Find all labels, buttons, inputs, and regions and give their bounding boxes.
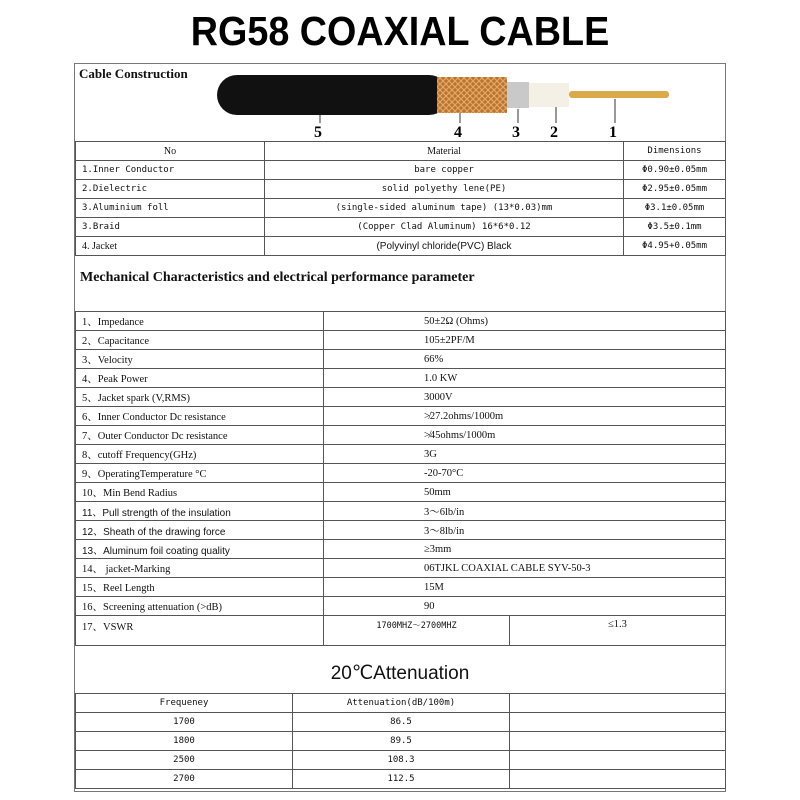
param-value: 3～8lb/in: [324, 521, 726, 540]
svg-text:1: 1: [609, 124, 617, 139]
svg-text:2: 2: [550, 124, 558, 139]
param-value: 3000V: [324, 388, 726, 407]
mechanical-heading-text: Mechanical Characteristics and electrical performance parameter: [80, 270, 475, 285]
param-value: ≯45ohms/1000m: [324, 426, 726, 445]
param-value: 50±2Ω (Ohms): [324, 312, 726, 331]
component-name: 2.Dielectric: [76, 180, 265, 199]
param-value: 3～6lb/in: [324, 502, 726, 521]
param-name: 7、Outer Conductor Dc resistance: [76, 426, 324, 445]
component-dimension: Φ3.1±0.05mm: [624, 199, 726, 218]
table-row: [76, 407, 726, 426]
header-attenuation: Attenuation(dB/100m): [293, 694, 510, 713]
header-frequency: Frequeney: [76, 694, 293, 713]
table-row: [76, 521, 726, 540]
table-row: [76, 540, 726, 559]
table-row: [76, 369, 726, 388]
header-dimensions: Dimensions: [624, 142, 726, 161]
param-name: 4、Peak Power: [76, 369, 324, 388]
param-value: 66%: [324, 350, 726, 369]
param-value: 3G: [324, 445, 726, 464]
component-name: 1.Inner Conductor: [76, 161, 265, 180]
table-row: [76, 350, 726, 369]
param-value: 105±2PF/M: [324, 331, 726, 350]
param-value: 90: [324, 597, 726, 616]
header-material: Material: [265, 142, 624, 161]
param-name: 13、Aluminum foil coating quality: [76, 540, 324, 559]
table-row: [76, 713, 726, 732]
attenuation-cell: 89.5: [293, 732, 510, 751]
param-name: 8、cutoff Frequency(GHz): [76, 445, 324, 464]
table-row: [76, 331, 726, 350]
param-name: 5、Jacket spark (V,RMS): [76, 388, 324, 407]
table-row: [76, 161, 726, 180]
table-row: [76, 770, 726, 789]
param-name: 2、Capacitance: [76, 331, 324, 350]
component-material: (Polyvinyl chloride(PVC) Black: [265, 237, 624, 256]
component-name: 4. Jacket: [76, 237, 265, 256]
param-value: 50mm: [324, 483, 726, 502]
param-value: 1.0 KW: [324, 369, 726, 388]
param-name: 14、 jacket-Marking: [76, 559, 324, 578]
table-row: [76, 751, 726, 770]
param-name: 9、OperatingTemperature °C: [76, 464, 324, 483]
empty-cell: [510, 732, 726, 751]
attenuation-header-row: [76, 694, 726, 713]
component-material: (Copper Clad Aluminum) 16*6*0.12: [265, 218, 624, 237]
construction-table: [75, 141, 726, 256]
table-row: [76, 597, 726, 616]
empty-cell: [510, 751, 726, 770]
component-material: solid polyethy lene(PE): [265, 180, 624, 199]
table-row: [76, 312, 726, 331]
svg-text:5: 5: [314, 124, 322, 139]
table-row: [76, 426, 726, 445]
frequency-cell: 1800: [76, 732, 293, 751]
svg-text:3: 3: [512, 124, 520, 139]
param-name: 10、Min Bend Radius: [76, 483, 324, 502]
param-name: 11、Pull strength of the insulation: [76, 502, 324, 521]
component-dimension: Φ2.95±0.05mm: [624, 180, 726, 199]
param-name: 1、Impedance: [76, 312, 324, 331]
vswr-value: ≤1.3: [510, 616, 726, 646]
mechanical-section-heading: [75, 259, 725, 312]
param-value: -20-70°C: [324, 464, 726, 483]
table-row: [76, 578, 726, 597]
attenuation-cell: 108.3: [293, 751, 510, 770]
attenuation-heading: 20℃Attenuation: [75, 655, 725, 694]
param-name: 16、Screening attenuation (>dB): [76, 597, 324, 616]
table-row: [76, 559, 726, 578]
header-empty: [510, 694, 726, 713]
param-name: 3、Velocity: [76, 350, 324, 369]
attenuation-cell: 86.5: [293, 713, 510, 732]
component-dimension: Φ0.90±0.05mm: [624, 161, 726, 180]
table-row: [76, 732, 726, 751]
cable-construction-label: Cable Construction: [79, 66, 188, 81]
table-row: [76, 199, 726, 218]
mechanical-table: [75, 311, 726, 646]
param-name: 6、Inner Conductor Dc resistance: [76, 407, 324, 426]
page-title: RG58 COAXIAL CABLE: [190, 8, 610, 54]
param-name: 15、Reel Length: [76, 578, 324, 597]
component-material: (single-sided aluminum tape) (13*0.03)mm: [265, 199, 624, 218]
cable-diagram-icon: [215, 69, 675, 139]
component-name: 3.Braid: [76, 218, 265, 237]
component-dimension: Φ3.5±0.1mm: [624, 218, 726, 237]
component-dimension: Φ4.95+0.05mm: [624, 237, 726, 256]
table-row: [76, 388, 726, 407]
component-material: bare copper: [265, 161, 624, 180]
param-value: 06TJKL COAXIAL CABLE SYV-50-3: [324, 559, 726, 578]
empty-cell: [510, 713, 726, 732]
vswr-range: 1700MHZ～2700MHZ: [324, 616, 510, 646]
table-row: [76, 218, 726, 237]
frequency-cell: 2700: [76, 770, 293, 789]
cable-construction-section: [75, 64, 725, 142]
table-row: [76, 237, 726, 256]
param-name: 12、Sheath of the drawing force: [76, 521, 324, 540]
table-row: [76, 180, 726, 199]
attenuation-cell: 112.5: [293, 770, 510, 789]
param-value: ≥3mm: [324, 540, 726, 559]
spec-sheet: [74, 63, 726, 792]
vswr-row: [76, 616, 726, 646]
table-row: [76, 483, 726, 502]
svg-text:4: 4: [454, 124, 462, 139]
frequency-cell: 1700: [76, 713, 293, 732]
construction-header-row: [76, 142, 726, 161]
frequency-cell: 2500: [76, 751, 293, 770]
param-value: 15M: [324, 578, 726, 597]
attenuation-table: [75, 693, 726, 789]
empty-cell: [510, 770, 726, 789]
param-name: 17、VSWR: [76, 616, 324, 646]
table-row: [76, 445, 726, 464]
component-name: 3.Aluminium foll: [76, 199, 265, 218]
param-value: ≯27.2ohms/1000m: [324, 407, 726, 426]
header-no: No: [76, 142, 265, 161]
table-row: [76, 464, 726, 483]
table-row: [76, 502, 726, 521]
